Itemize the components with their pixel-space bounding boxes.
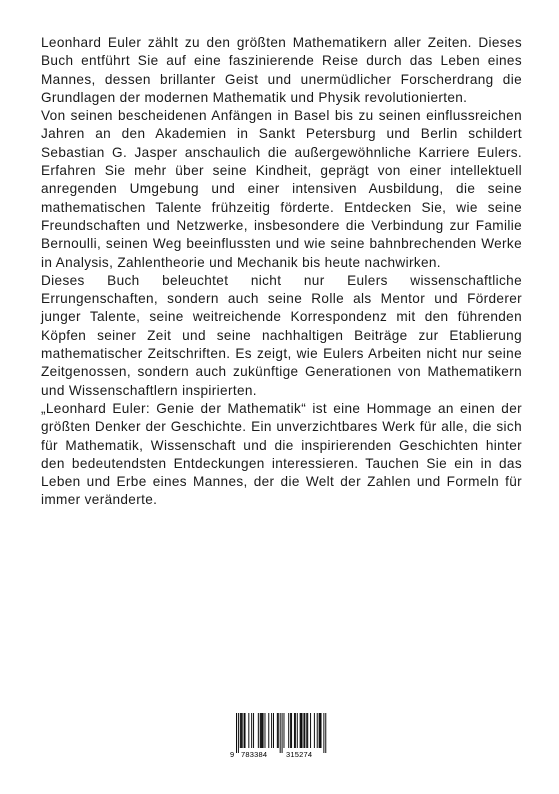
blurb-paragraph-3: Dieses Buch beleuchtet nicht nur Eulers wissenschaftliche Errungenschaften, sondern auch seine Rolle als Mentor und Förderer junger Talente, seine weitreichende Korrespondenz mit den führenden Köpfen seiner Zeit und seine nachhaltigen Beiträge zur Etablierung mathematischer Zeitschriften. Es zeigt, wie Eulers Arbeiten nicht nur seine Zeitgenossen, sondern auch zukünftige Generationen von Mathematikern und Wissenschaftlern inspirierten. bbox=[41, 272, 522, 398]
barcode-bar bbox=[260, 713, 261, 748]
barcode-bar bbox=[303, 713, 304, 748]
barcode-bar bbox=[317, 713, 318, 748]
blurb-paragraph-4: „Leonhard Euler: Genie der Mathematik“ ist eine Hommage an einen der größten Denker der Geschichte. Ein unverzichtbares Werk für alle, die sich für Mathematik, Wissenschaft und die inspirierenden Geschichten hinter den bedeutendsten Entdeckungen interessieren. Tauchen Sie ein in das Leben und Erbe eines Mannes, der die Welt der Zahlen und Formeln für immer veränderte. bbox=[41, 400, 522, 508]
barcode-bar bbox=[307, 713, 308, 748]
barcode-bar bbox=[273, 713, 274, 748]
blurb-text bbox=[41, 34, 522, 510]
barcode-bar bbox=[245, 713, 246, 748]
barcode-bar bbox=[265, 713, 266, 748]
barcode-bar bbox=[262, 713, 263, 748]
barcode-bar bbox=[304, 713, 305, 748]
barcode-lead-digit: 9 bbox=[230, 750, 235, 759]
barcode-left-group: 783384 bbox=[241, 750, 268, 759]
barcode-bar bbox=[238, 713, 239, 753]
barcode-bar bbox=[263, 713, 264, 748]
barcode-bar bbox=[261, 713, 262, 748]
barcode-bar bbox=[280, 713, 281, 753]
barcode-bar bbox=[241, 713, 242, 748]
barcode-right-group: 315274 bbox=[286, 750, 313, 759]
barcode-bar bbox=[321, 713, 322, 748]
barcode-bar bbox=[277, 713, 278, 748]
barcode-bar bbox=[244, 713, 245, 748]
barcode-bars bbox=[230, 713, 331, 753]
barcode-bar bbox=[278, 713, 279, 748]
barcode-bar bbox=[248, 713, 249, 748]
barcode-bar bbox=[295, 713, 296, 748]
barcode-bar bbox=[325, 713, 326, 753]
isbn-barcode bbox=[230, 713, 331, 762]
barcode-bar bbox=[282, 713, 283, 753]
barcode-bar bbox=[301, 713, 302, 748]
barcode-bar bbox=[268, 713, 269, 748]
barcode-bar bbox=[300, 713, 301, 748]
barcode-bar bbox=[242, 713, 243, 748]
barcode-bar bbox=[306, 713, 307, 748]
barcode-bar bbox=[253, 713, 254, 748]
barcode-bar bbox=[271, 713, 272, 748]
barcode-bar bbox=[302, 713, 303, 748]
barcode-bar bbox=[314, 713, 315, 748]
barcode-bar bbox=[294, 713, 295, 748]
barcode-bar bbox=[236, 713, 237, 753]
barcode-bar bbox=[323, 713, 324, 753]
barcode-bar bbox=[319, 713, 320, 748]
barcode-bar bbox=[291, 713, 292, 748]
barcode-bar bbox=[240, 713, 241, 748]
barcode-bar bbox=[297, 713, 298, 748]
blurb-paragraph-2: Von seinen bescheidenen Anfängen in Basel bis zu seinen einflussreichen Jahren an den Akademien in Sankt Petersburg und Berlin schildert Sebastian G. Jasper anschaulich die außergewöhnliche Karriere Eulers. Erfahren Sie mehr über seine Kindheit, geprägt von einer intellektuell anregenden Umgebung und einer intensiven Ausbildung, die seine mathematischen Talente frühzeitig förderte. Entdecken Sie, wie seine Freundschaften und Netzwerke, insbesondere die Verbindung zur Familie Bernoulli, seinen Weg beeinflussten und wie seine bahnbrechenden Werke in Analysis, Zahlentheorie und Mechanik bis heute nachwirken. bbox=[41, 108, 522, 270]
blurb-paragraph-1: Leonhard Euler zählt zu den größten Mathematikern aller Zeiten. Dieses Buch entführt Sie auf eine faszinierende Reise durch das Leben eines Mannes, dessen brillanter Geist und unermüdlicher Forscherdrang die Grundlagen der modernen Mathematik und Physik revolutionierten. bbox=[41, 35, 522, 105]
barcode-bar bbox=[288, 713, 289, 748]
barcode-bar bbox=[251, 713, 252, 748]
barcode-bar bbox=[290, 713, 291, 748]
barcode-bar bbox=[310, 713, 311, 748]
barcode-bar bbox=[258, 713, 259, 748]
barcode-bar bbox=[284, 713, 285, 748]
barcode-bar bbox=[320, 713, 321, 748]
